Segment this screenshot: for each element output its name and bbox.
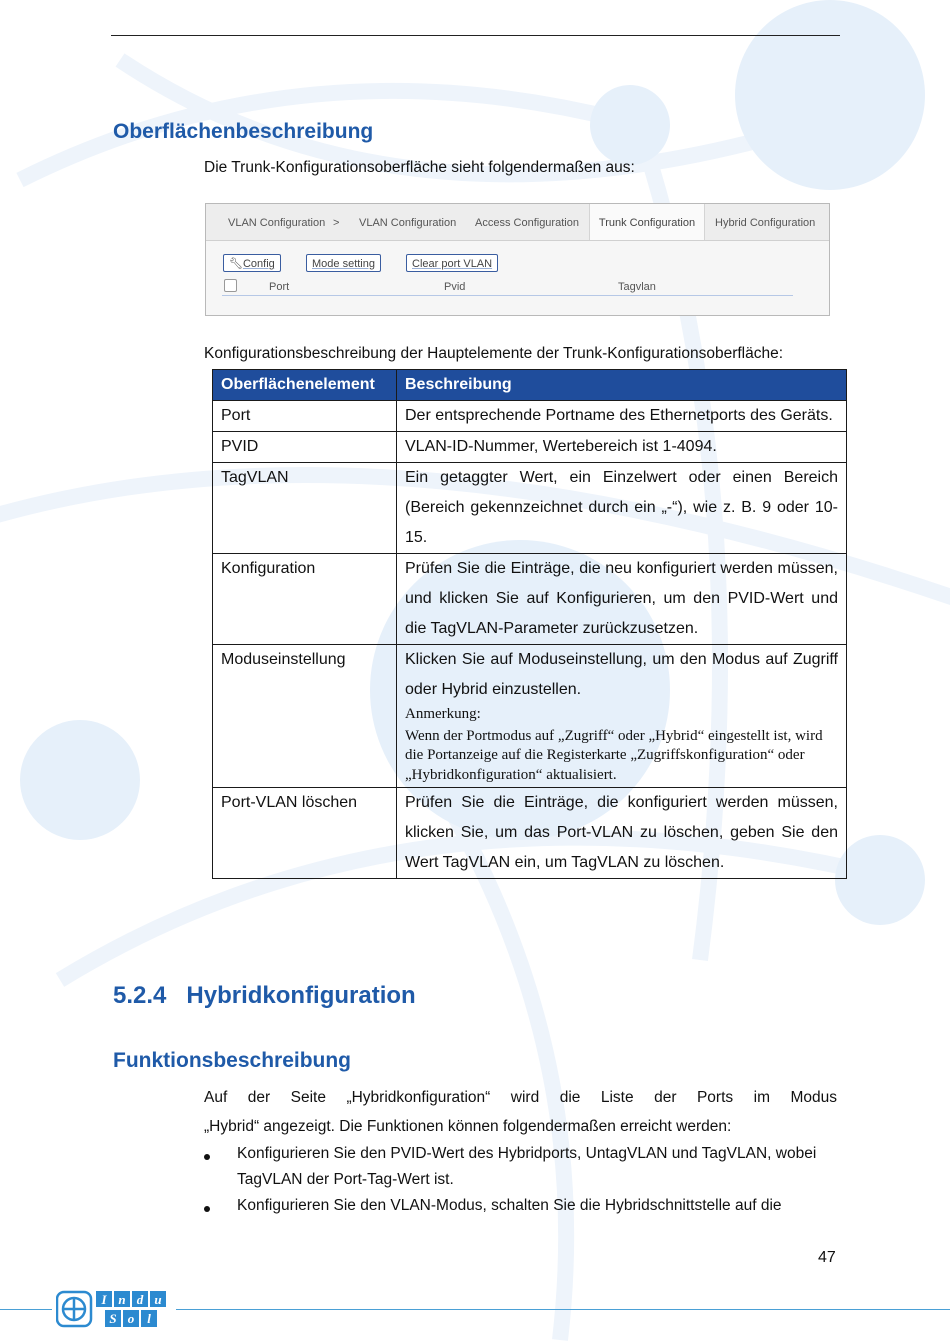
column-header-underline bbox=[222, 295, 793, 296]
bullet-dot bbox=[204, 1206, 210, 1212]
table-cell-description: Der entsprechende Portname des Ethernetports des Geräts. bbox=[397, 401, 847, 432]
table-cell-description bbox=[397, 645, 847, 788]
footer-line-right bbox=[176, 1309, 950, 1310]
table-cell-element: PVID bbox=[213, 432, 397, 463]
config-button[interactable]: 🔧︎Config bbox=[223, 254, 281, 272]
table-row bbox=[213, 463, 847, 554]
breadcrumb-separator: > bbox=[333, 217, 340, 229]
table-cell-element: TagVLAN bbox=[213, 463, 397, 554]
logo-letter: I bbox=[101, 1292, 107, 1307]
column-header-pvid[interactable]: Pvid bbox=[444, 281, 466, 293]
table-cell-element: Port bbox=[213, 401, 397, 432]
select-all-checkbox[interactable] bbox=[224, 279, 237, 292]
column-header-port[interactable]: Port bbox=[269, 281, 290, 293]
table-cell-description: VLAN-ID-Nummer, Wertebereich ist 1-4094. bbox=[397, 432, 847, 463]
table-cell-element: Port-VLAN löschen bbox=[213, 788, 397, 879]
tab-hybrid-configuration[interactable]: Hybrid Configuration bbox=[715, 217, 816, 229]
screenshot-tab-bar bbox=[206, 204, 829, 241]
tab-trunk-configuration[interactable]: Trunk Configuration bbox=[589, 204, 705, 240]
table-cell-description: Ein getaggter Wert, ein Einzelwert oder einen Bereich (Bereich gekennzeichnet durch ein „-“), wie z. B. 9 oder 10-15. bbox=[397, 463, 847, 554]
logo-letter: n bbox=[118, 1292, 126, 1307]
column-header-tagvlan[interactable]: Tagvlan bbox=[618, 281, 656, 293]
chapter-number: 5.2.4 bbox=[113, 982, 167, 1009]
table-intro-text: Konfigurationsbeschreibung der Hauptelemente der Trunk-Konfigurationsoberfläche: bbox=[204, 345, 784, 362]
table-row bbox=[213, 788, 847, 879]
note-text: Wenn der Portmodus auf „Zugriff“ oder „Hybrid“ eingestellt ist, wird die Portanzeige auf die Registerkarte „Zugriffskonfiguration“ oder „Hybridkonfiguration“ aktualisiert. bbox=[405, 727, 823, 783]
table-row bbox=[213, 401, 847, 432]
logo-letter: d bbox=[136, 1292, 144, 1307]
table-cell-element: Konfiguration bbox=[213, 554, 397, 645]
logo-letter: l bbox=[147, 1311, 151, 1326]
bullet-item: Konfigurieren Sie den PVID-Wert des Hybridports, UntagVLAN und TagVLAN, wobei TagVLAN der Port-Tag-Wert ist. bbox=[237, 1145, 817, 1188]
breadcrumb-vlan-configuration[interactable]: VLAN Configuration bbox=[228, 217, 326, 229]
table-cell-element: Moduseinstellung bbox=[213, 645, 397, 788]
function-intro-line-1: Auf der Seite „Hybridkonfiguration“ wird die Liste der Ports im Modus bbox=[204, 1089, 837, 1106]
section-heading-function: Funktionsbeschreibung bbox=[113, 1049, 352, 1072]
table-header-row bbox=[213, 370, 847, 401]
function-intro-line-2: „Hybrid“ angezeigt. Die Funktionen können folgendermaßen erreicht werden: bbox=[204, 1118, 732, 1135]
section-heading-interface: Oberflächenbeschreibung bbox=[113, 120, 374, 143]
note-title: Anmerkung: bbox=[405, 706, 481, 722]
intro-text: Die Trunk-Konfigurationsoberfläche sieht folgendermaßen aus: bbox=[204, 159, 635, 176]
mode-setting-description: Klicken Sie auf Moduseinstellung, um den Modus auf Zugriff oder Hybrid einzustellen. bbox=[405, 651, 838, 698]
trunk-config-screenshot bbox=[205, 203, 830, 316]
chapter-title: Hybridkonfiguration bbox=[186, 982, 416, 1009]
wrench-icon: 🔧︎ bbox=[229, 258, 243, 270]
bullet-item: Konfigurieren Sie den VLAN-Modus, schalten Sie die Hybridschnittstelle auf die bbox=[237, 1197, 782, 1214]
tab-vlan-configuration[interactable]: VLAN Configuration bbox=[359, 217, 457, 229]
tab-access-configuration[interactable]: Access Configuration bbox=[475, 217, 579, 229]
table-row bbox=[213, 645, 847, 788]
bullet-dot bbox=[204, 1154, 210, 1160]
header-rule bbox=[111, 35, 840, 36]
footer-line-left bbox=[0, 1309, 52, 1310]
clear-port-vlan-button[interactable]: Clear port VLAN bbox=[406, 254, 498, 272]
logo-graphic bbox=[56, 1289, 170, 1329]
indusol-logo bbox=[56, 1289, 170, 1329]
page-number: 47 bbox=[818, 1249, 836, 1266]
chapter-heading bbox=[113, 982, 416, 1010]
mode-setting-button[interactable]: Mode setting bbox=[306, 254, 381, 272]
element-description-table bbox=[212, 369, 847, 879]
table-header-element: Oberflächenelement bbox=[213, 370, 397, 401]
table-header-description: Beschreibung bbox=[397, 370, 847, 401]
logo-letter: o bbox=[127, 1311, 135, 1326]
table-row bbox=[213, 554, 847, 645]
table-row bbox=[213, 432, 847, 463]
logo-letter: S bbox=[109, 1311, 117, 1326]
logo-letter: u bbox=[154, 1292, 162, 1307]
table-cell-description: Prüfen Sie die Einträge, die neu konfiguriert werden müssen, und klicken Sie auf Konfigurieren, um den PVID-Wert und die TagVLAN-Parameter zurückzusetzen. bbox=[397, 554, 847, 645]
table-cell-description: Prüfen Sie die Einträge, die konfiguriert werden müssen, klicken Sie, um das Port-VLAN zu löschen, geben Sie den Wert TagVLAN ein, um TagVLAN zu löschen. bbox=[397, 788, 847, 879]
